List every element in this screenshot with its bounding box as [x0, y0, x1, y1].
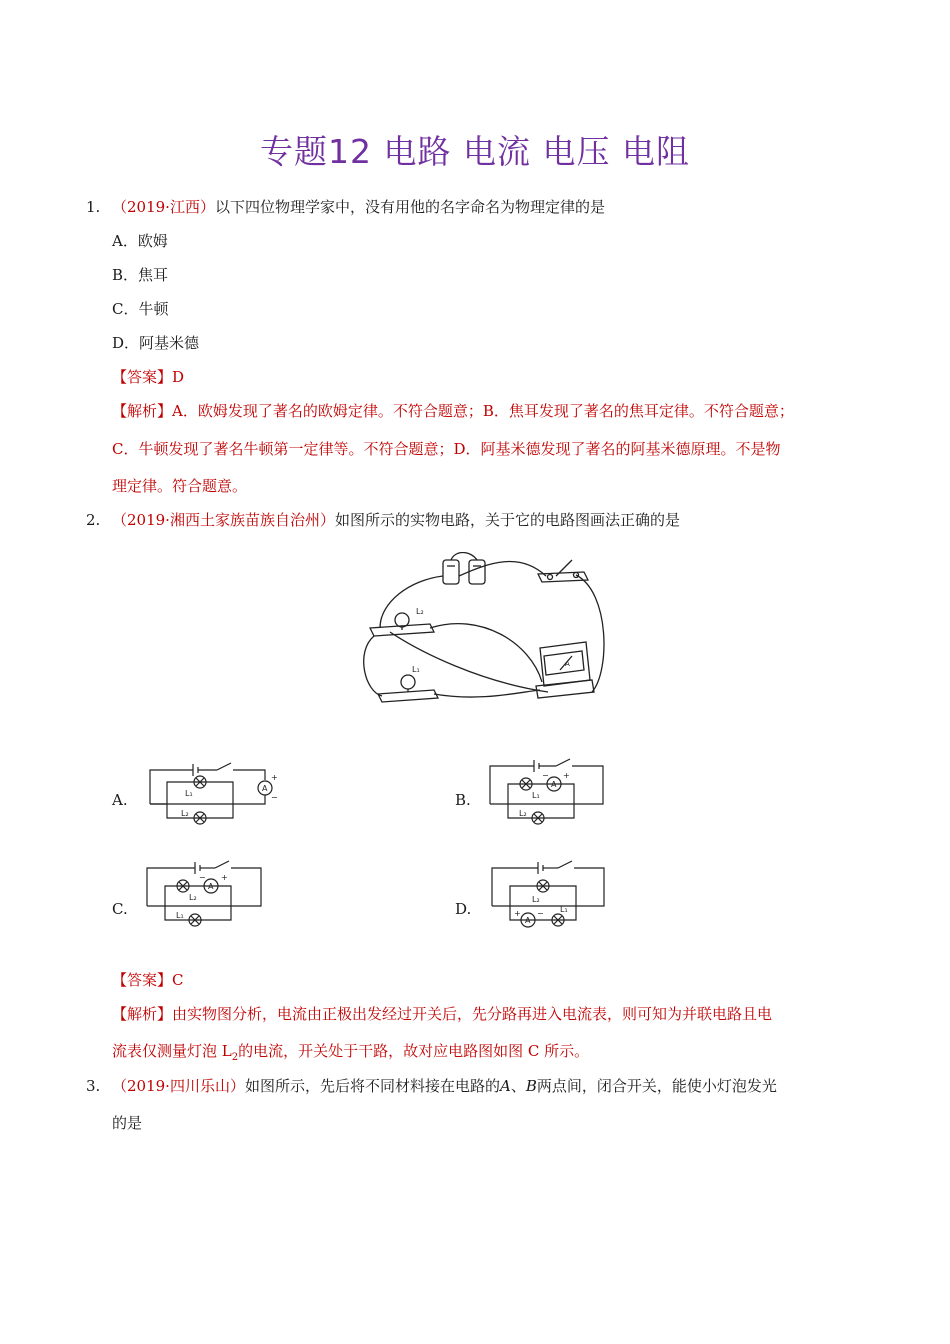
q1-source: （2019·江西）	[112, 198, 215, 216]
q2-option-a-label: A.	[112, 791, 128, 809]
minus-sign: −	[542, 771, 549, 780]
q3-stem-line	[112, 1076, 777, 1096]
battery-2	[469, 560, 485, 584]
q2-stem: 如图所示的实物电路，关于它的电路图画法正确的是	[334, 511, 680, 529]
q2-analysis-subscript: 2	[231, 1052, 239, 1063]
q2-source: （2019·湘西土家族苗族自治州）	[112, 511, 335, 529]
label-l1: L₁	[560, 905, 568, 914]
q2-option-c-label: C.	[112, 900, 128, 918]
minus-sign: −	[537, 909, 544, 918]
ammeter-base	[536, 680, 594, 698]
q2-analysis-line-2	[112, 1041, 589, 1068]
q1-option-b: B．焦耳	[112, 266, 169, 284]
q2-stem-line	[112, 510, 680, 530]
q3-var-a: A	[499, 1077, 511, 1095]
photo-label-l1: L₁	[412, 665, 420, 674]
ammeter-label: A	[262, 784, 268, 793]
switch-lever	[556, 560, 572, 576]
q1-stem: 以下四位物理学家中，没有用他的名字命名为物理定律的是	[214, 198, 605, 216]
q2-option-d-label: D.	[455, 900, 472, 918]
q1-number: 1.	[86, 198, 101, 216]
q1-analysis-line-3: 理定律。符合题意。	[112, 477, 248, 495]
plus-sign: +	[514, 909, 521, 918]
q2-answer: 【答案】C	[112, 971, 184, 989]
q3-stem-a: 如图所示，先后将不同材料接在电路的	[244, 1077, 500, 1095]
q2-analysis-line-1	[112, 1004, 772, 1024]
lamp-l2-bulb	[395, 613, 409, 627]
minus-sign: −	[271, 793, 278, 802]
minus-sign: −	[199, 873, 206, 882]
q1-analysis-line-1	[112, 401, 794, 421]
label-l2: L₂	[189, 893, 197, 902]
label-l2: L₂	[181, 809, 189, 818]
physical-circuit-figure	[360, 552, 610, 712]
page-title: 专题12 电路 电流 电压 电阻	[260, 132, 690, 171]
plus-sign: +	[271, 773, 278, 782]
ammeter-label: A	[551, 780, 557, 789]
circuit-diagram-a	[145, 760, 285, 830]
q1-option-d: D．阿基米德	[112, 334, 200, 352]
circuit-diagram-d	[488, 860, 613, 932]
photo-label-ammeter: A	[565, 660, 570, 668]
q3-stem-line-2: 的是	[112, 1114, 143, 1132]
photo-label-l2: L₂	[416, 607, 424, 616]
battery-1	[443, 560, 459, 584]
label-l1: L₁	[185, 789, 193, 798]
q3-sep: 、	[510, 1077, 526, 1095]
ammeter-label: A	[208, 882, 214, 891]
circuit-diagram-c	[143, 860, 268, 932]
q1-analysis-text-1: A．欧姆发现了著名的欧姆定律。不符合题意；B．焦耳发现了著名的焦耳定律。不符合题意；	[172, 402, 794, 420]
label-l2: L₂	[532, 895, 540, 904]
label-l2: L₂	[519, 809, 527, 818]
q2-analysis-text-2b: 的电流，开关处于干路，故对应电路图如图 C 所示。	[238, 1042, 590, 1060]
q3-stem-b: 两点间，闭合开关，能使小灯泡发光	[536, 1077, 777, 1095]
q3-source: （2019·四川乐山）	[112, 1077, 245, 1095]
q2-analysis-text-1: 由实物图分析，电流由正极出发经过开关后，先分路再进入电流表，则可知为并联电路且电	[172, 1005, 773, 1023]
q1-option-c: C．牛顿	[112, 300, 169, 318]
q1-answer: 【答案】D	[112, 368, 185, 386]
plus-sign: +	[221, 873, 228, 882]
q2-number: 2.	[86, 511, 101, 529]
q2-option-b-label: B.	[455, 791, 471, 809]
label-l1: L₁	[532, 791, 540, 800]
q3-number: 3.	[86, 1077, 101, 1095]
q2-analysis-label: 【解析】	[112, 1005, 173, 1023]
circuit-diagram-b	[486, 758, 611, 830]
q1-stem-line	[112, 197, 605, 217]
q1-analysis-label: 【解析】	[112, 402, 173, 420]
q3-var-b: B	[525, 1077, 537, 1095]
q2-analysis-text-2a: 流表仅测量灯泡 L	[112, 1042, 232, 1060]
label-l1: L₁	[176, 911, 184, 920]
q1-option-a: A．欧姆	[112, 232, 168, 250]
q1-analysis-line-2: C．牛顿发现了著名牛顿第一定律等。不符合题意；D．阿基米德发现了著名的阿基米德原理。不是物	[112, 440, 781, 458]
ammeter-label: A	[525, 916, 531, 925]
lamp-l1-bulb	[401, 675, 415, 689]
plus-sign: +	[563, 771, 570, 780]
